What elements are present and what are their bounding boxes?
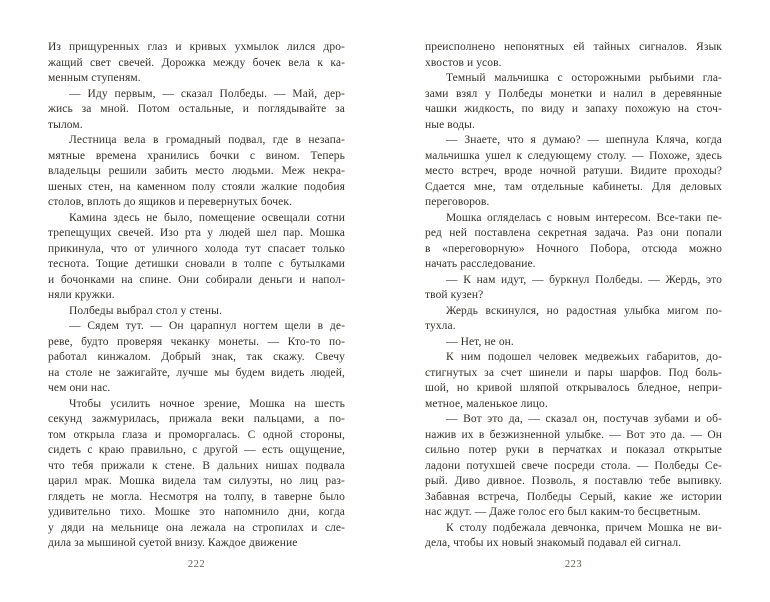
text-line: няли кружки.: [48, 289, 115, 301]
text-line: — Знаете, что я думаю? — шепнула Кляча, когда: [446, 134, 722, 146]
text-line: — Нет, не он.: [446, 335, 514, 348]
text-line: владельцы решили забить место людьми. Меж некра-: [48, 165, 345, 177]
paragraph: [425, 211, 722, 273]
text-line: прикинула, что от уличного холода тут спасает только: [48, 242, 345, 255]
paragraph: [48, 304, 345, 320]
page-right-text: [425, 40, 722, 552]
page-left: [48, 40, 345, 602]
text-line: ные воды.: [425, 118, 475, 131]
text-line: рый. Диво дивное. Позволь, я поставлю тебе выпивку.: [425, 475, 722, 487]
paragraph: [425, 304, 722, 335]
text-line: у дяди на мельнице она лежала на стропилах и сле-: [48, 521, 345, 534]
text-line: место встреч, вроде ночной ратуши. Видите проходы?: [425, 165, 722, 177]
text-line: царил мрак. Мошка видела там силуэты, но лиц раз-: [48, 475, 345, 487]
text-line: сидеть с краю правильно, с другой — есть ощущение,: [48, 444, 345, 456]
text-line: мятные времена хранились бочки с вином. Теперь: [48, 149, 345, 162]
text-line: тухла.: [425, 320, 456, 332]
text-line: — Сядем тут. — Он царапнул ногтем щели в де-: [69, 320, 345, 332]
paragraph: [48, 211, 345, 304]
text-line: секунд зажмурилась, прижала веки пальцами, а по-: [48, 413, 345, 425]
paragraph: [425, 71, 722, 133]
text-line: чем они нас.: [48, 382, 111, 394]
text-line: Лестница вела в громадный подвал, где в незапа-: [69, 134, 345, 146]
text-line: менным ступеням.: [48, 72, 141, 84]
text-line: мальчишка ушел к следующему столу. — Похоже, здесь: [425, 149, 722, 162]
text-line: шеных стен, на каменном полу стояли жалкие подобия: [48, 180, 345, 193]
paragraph: [48, 133, 345, 211]
text-line: ред ней поставлена секретная задача. Раз они попали: [425, 227, 722, 239]
paragraph: [48, 40, 345, 87]
text-line: зами взял у Полбеды монетки и налил в деревянные: [425, 87, 722, 100]
text-line: что тебя прижали к стене. В дальних нишах подвала: [48, 459, 345, 472]
paragraph: [425, 133, 722, 211]
text-line: метное, маленькое лицо.: [425, 397, 548, 410]
text-line: твой кузен?: [425, 289, 484, 301]
text-line: стигнутых за счет шинели и пары шарфов. Под боль-: [425, 366, 722, 379]
text-line: преисполнено непонятных ей тайных сигналов. Язык: [425, 41, 722, 53]
text-line: — К нам идут, — буркнул Полбеды. — Жердь, это: [446, 273, 722, 286]
text-line: Темный мальчишка с осторожными рыбьими гла-: [446, 72, 722, 84]
text-line: том открыла глаза и проморгалась. С одной стороны,: [48, 428, 345, 441]
text-line: — Вот это да, — сказал он, постучав зубами и об-: [446, 413, 722, 425]
text-line: столов, вплоть до ящиков и перевернутых бочек.: [48, 196, 293, 208]
page-right: [425, 40, 722, 602]
page-right-number: 223: [564, 558, 583, 570]
page-left-number: 222: [187, 558, 206, 570]
text-line: глядеть не могла. Несмотря на толпу, в таверне было: [48, 490, 345, 503]
paragraph: [425, 40, 722, 71]
paragraph: [48, 397, 345, 552]
paragraph: [425, 521, 722, 552]
paragraph: [425, 350, 722, 412]
text-line: в «переговорную» Ночного Побора, отсюда можно: [425, 242, 722, 255]
paragraph: [48, 87, 345, 134]
text-line: трепещущих свечей. Изо рта у людей шел пар. Мошка: [48, 227, 345, 239]
text-line: ладони потухшей свече посреди стола. — Полбеды Се-: [425, 459, 722, 472]
text-line: Забавная встреча, Полбеды Серый, какие же истории: [425, 490, 722, 503]
text-line: начать расследование.: [425, 258, 536, 270]
text-line: нас ждут. — Даже голос его был каким-то бесцветным.: [425, 506, 701, 518]
text-line: работал кинжалом. Добрый знак, так скажу. Свечу: [48, 351, 345, 363]
text-line: Полбеды выбрал стол у стены.: [69, 304, 222, 317]
paragraph: [425, 273, 722, 304]
text-line: сильно потер руки в перчатках и показал открытые: [425, 444, 722, 456]
page-left-text: [48, 40, 345, 552]
text-line: — Иду первым, — сказал Полбеды. — Май, дер-: [69, 87, 345, 100]
text-line: реве, будто проверяя чеканку монеты. — Кто-то по-: [48, 335, 345, 348]
text-line: дела, чтобы их новый знакомый подавал ей сигнал.: [425, 537, 682, 549]
text-line: шой, но кривой шляпой открывалось бледное, непри-: [425, 382, 722, 394]
text-line: чашки жидкость, по виду и запаху похожую на сточ-: [425, 103, 722, 115]
text-line: Камина здесь не было, помещение освещали сотни: [69, 211, 345, 224]
paragraph: [425, 335, 722, 351]
text-line: теснота. Тощие детишки сновали в толпе с бутылками: [48, 258, 345, 270]
text-line: Из прищуренных глаз и кривых ухмылок лился дро-: [48, 41, 345, 53]
text-line: К ним подошел человек медвежьих габаритов, до-: [446, 351, 722, 363]
text-line: удивительно тихо. Мошке это напомнило дни, когда: [48, 506, 345, 518]
text-line: Сдается мне, там отдельные кабинеты. Для деловых: [425, 180, 722, 193]
text-line: Мошка огляделась с новым интересом. Все-таки пе-: [446, 211, 722, 224]
text-line: К столу подбежала девчонка, причем Мошка не ви-: [446, 521, 722, 534]
text-line: и бочонками на спине. Они собирали деньги и напол-: [48, 273, 345, 286]
text-line: Чтобы усилить ночное зрение, Мошка на шесть: [69, 397, 345, 410]
text-line: тылом.: [48, 118, 83, 131]
text-line: жись за мной. Потом остальные, и поглядывайте за: [48, 103, 345, 115]
text-line: хвостов и усов.: [425, 56, 502, 69]
text-line: нажив их в безжизненной улыбке. — Вот это да. — Он: [425, 428, 722, 441]
text-line: дила за мышиной суетой внизу. Каждое движение: [48, 537, 298, 549]
text-line: на столе не зажигайте, лучше мы будем видеть людей,: [48, 366, 345, 379]
text-line: переговоров.: [425, 196, 490, 208]
text-line: жащий свет свечей. Дорожка между бочек вела к ка-: [48, 56, 345, 69]
text-line: Жердь вскинулся, но радостная улыбка мигом по-: [446, 304, 722, 317]
paragraph: [425, 412, 722, 521]
paragraph: [48, 319, 345, 397]
